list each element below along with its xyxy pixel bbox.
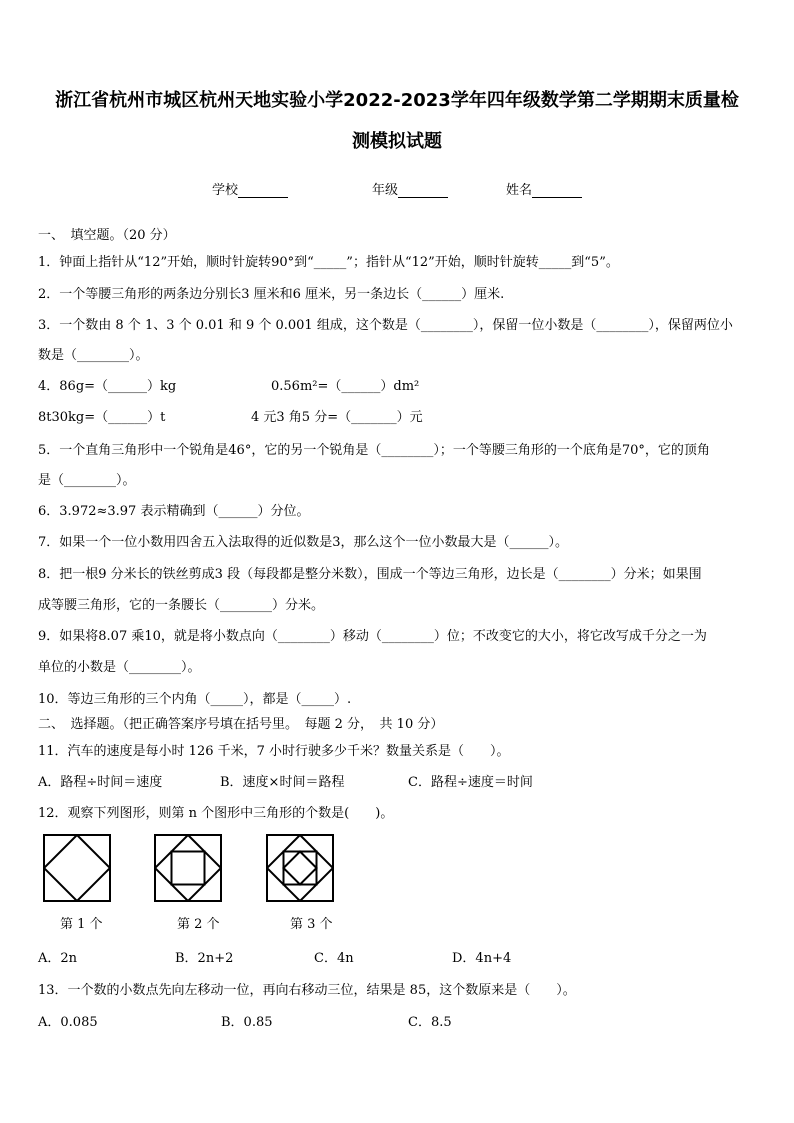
q11-option-b[interactable]: B．速度×时间＝路程 bbox=[220, 775, 345, 790]
question-1: 1．钟面上指针从“12”开始，顺时针旋转90°到“_____”；指针从“12”开始，顺时针旋转_____到“5”。 bbox=[38, 255, 619, 270]
question-2: 2．一个等腰三角形的两条边分别长3 厘米和6 厘米，另一条边长（______）厘米. bbox=[38, 287, 505, 302]
name-label: 姓名 bbox=[506, 183, 533, 198]
q13-option-c[interactable]: C．8.5 bbox=[408, 1015, 452, 1030]
question-12: 12．观察下列图形，则第 n 个图形中三角形的个数是( )。 bbox=[38, 806, 394, 821]
grade-label: 年级 bbox=[372, 183, 399, 198]
question-11: 11．汽车的速度是每小时 126 千米，7 小时行驶多少千米？数量关系是（ ）。 bbox=[38, 744, 510, 759]
question-7: 7．如果一个一位小数用四舍五入法取得的近似数是3，那么这个一位小数最大是（______）。 bbox=[38, 535, 569, 550]
question-9-line1: 9．如果将8.07 乘10，就是将小数点向（________）移动（________）位；不改变它的大小，将它改写成千分之一为 bbox=[38, 629, 707, 644]
question-13: 13．一个数的小数点先向左移动一位，再向右移动三位，结果是 85，这个数原来是（ ）。 bbox=[38, 983, 576, 998]
question-4-line2-right: 4 元3 角5 分=（_______）元 bbox=[251, 410, 423, 425]
question-3-line1: 3．一个数由 8 个 1、3 个 0.01 和 9 个 0.001 组成，这个数是（________），保留一位小数是（________），保留两位小 bbox=[38, 318, 733, 333]
question-5-line1: 5．一个直角三角形中一个锐角是46°，它的另一个锐角是（________）；一个等腰三角形的一个底角是70°，它的顶角 bbox=[38, 443, 710, 458]
question-9-line2: 单位的小数是（________）。 bbox=[38, 660, 201, 675]
grade-field bbox=[372, 179, 448, 198]
name-blank[interactable] bbox=[532, 184, 582, 198]
figure-1-caption: 第 1 个 bbox=[60, 917, 103, 932]
figure-3 bbox=[266, 834, 334, 902]
question-4-line2-left: 8t30kg=（______）t bbox=[38, 410, 166, 425]
name-field bbox=[506, 179, 582, 198]
q11-option-c[interactable]: C．路程÷速度＝时间 bbox=[408, 775, 533, 790]
q12-option-c[interactable]: C．4n bbox=[314, 951, 354, 966]
grade-blank[interactable] bbox=[398, 184, 448, 198]
q12-option-d[interactable]: D．4n+4 bbox=[452, 951, 512, 966]
section1-heading: 一、 填空题。（20 分） bbox=[38, 228, 176, 243]
q13-option-b[interactable]: B．0.85 bbox=[221, 1015, 273, 1030]
question-5-line2: 是（________）。 bbox=[38, 473, 136, 488]
school-label: 学校 bbox=[212, 183, 239, 198]
figure-1 bbox=[43, 834, 111, 902]
question-8-line2: 成等腰三角形，它的一条腰长（________）分米。 bbox=[38, 598, 325, 613]
school-field bbox=[212, 179, 288, 198]
q13-option-a[interactable]: A．0.085 bbox=[38, 1015, 98, 1030]
figure-2-caption: 第 2 个 bbox=[177, 917, 220, 932]
section2-heading: 二、 选择题。（把正确答案序号填在括号里。 每题 2 分， 共 10 分） bbox=[38, 717, 444, 732]
school-blank[interactable] bbox=[238, 184, 288, 198]
q12-option-b[interactable]: B．2n+2 bbox=[175, 951, 234, 966]
figure-3-caption: 第 3 个 bbox=[290, 917, 333, 932]
question-8-line1: 8．把一根9 分米长的铁丝剪成3 段（每段都是整分米数），围成一个等边三角形，边长是（________）分米；如果围 bbox=[38, 567, 702, 582]
question-10: 10．等边三角形的三个内角（_____），都是（_____）. bbox=[38, 692, 352, 707]
q11-option-a[interactable]: A．路程÷时间＝速度 bbox=[38, 775, 163, 790]
question-4-line1-left: 4．86g=（______）kg bbox=[38, 379, 177, 394]
exam-title-line2: 测模拟试题 bbox=[352, 131, 442, 152]
question-6: 6．3.972≈3.97 表示精确到（______）分位。 bbox=[38, 504, 310, 519]
exam-title-line1: 浙江省杭州市城区杭州天地实验小学2022-2023学年四年级数学第二学期期末质量检 bbox=[55, 90, 739, 111]
q12-option-a[interactable]: A．2n bbox=[38, 951, 78, 966]
question-3-line2: 数是（________）。 bbox=[38, 348, 149, 363]
question-4-line1-right: 0.56m²=（______）dm² bbox=[271, 379, 420, 394]
figure-2 bbox=[154, 834, 222, 902]
